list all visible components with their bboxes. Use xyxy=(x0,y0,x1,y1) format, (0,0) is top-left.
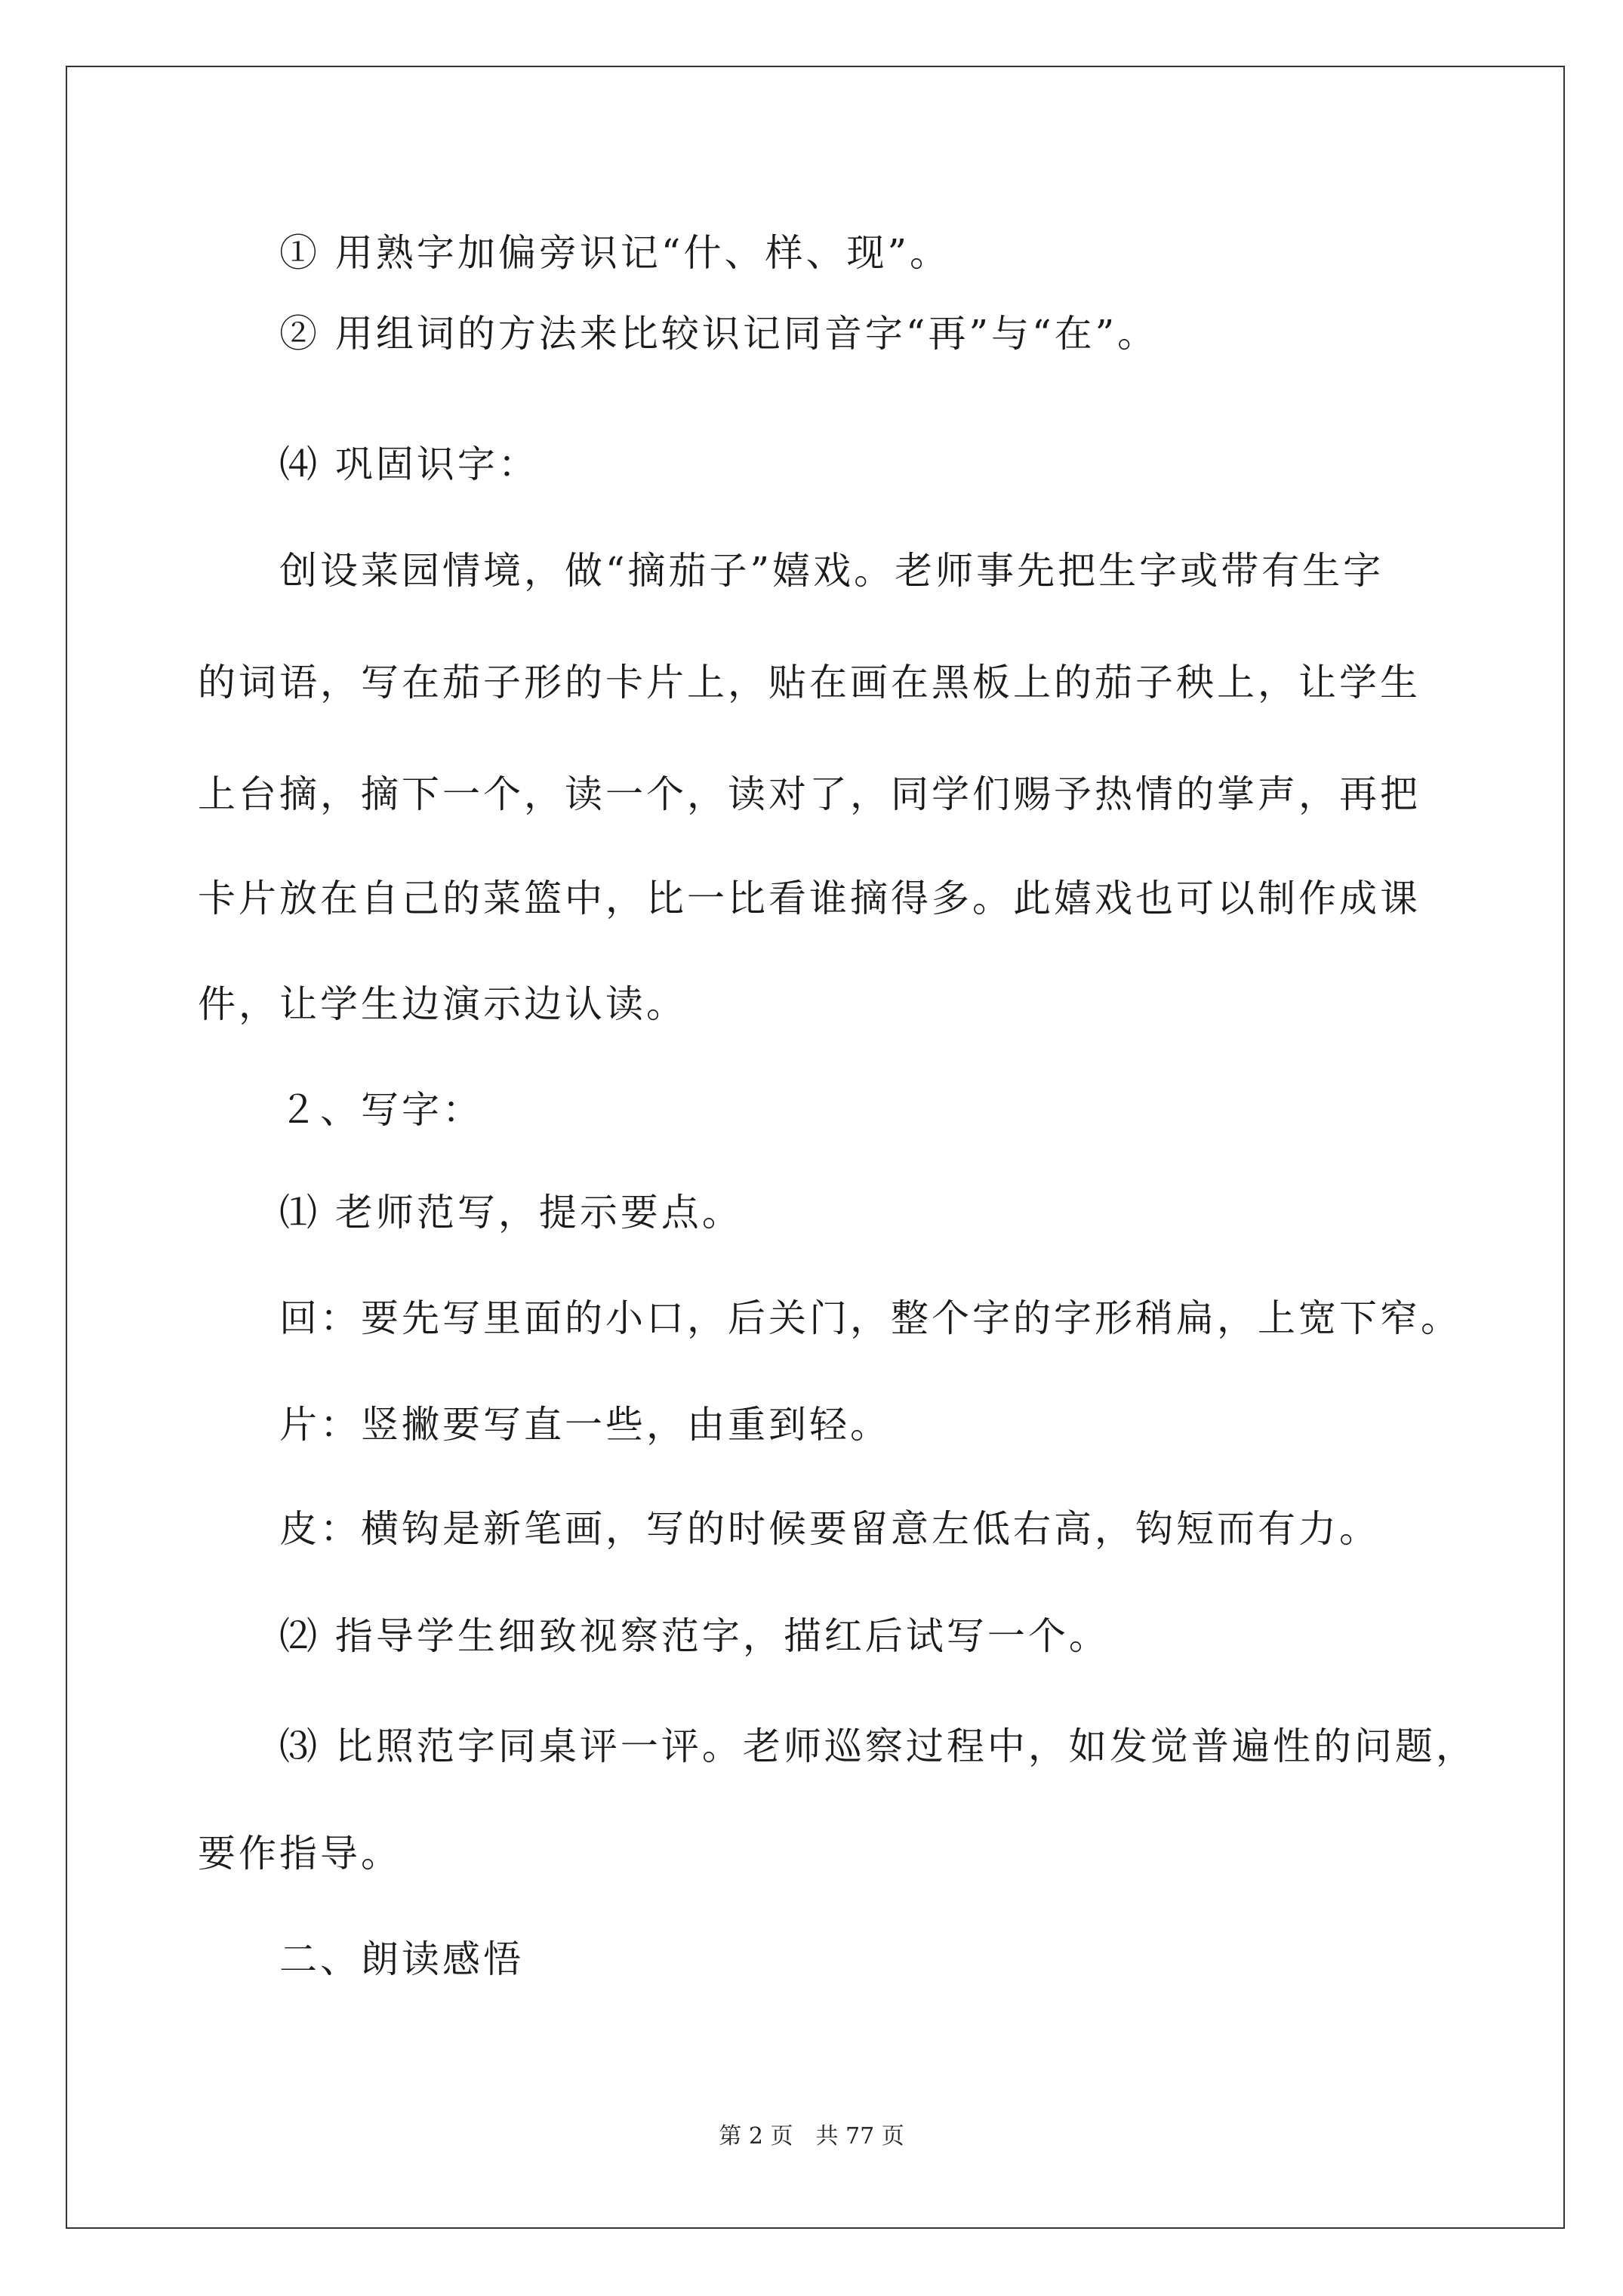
paragraph-line: 片：竖撇要写直一些，由重到轻。 xyxy=(279,1403,891,1447)
paragraph-line: 件，让学生边演示边认读。 xyxy=(198,982,687,1026)
paragraph-line: ② 用组词的方法来比较识记同音字“再”与“在”。 xyxy=(279,312,1159,356)
paragraph-line: 创设菜园情境，做“摘茄子”嬉戏。老师事先把生字或带有生字 xyxy=(279,549,1384,593)
page-footer: 第 2 页 共 77 页 xyxy=(719,2123,904,2150)
paragraph-line: 回：要先写里面的小口，后关门，整个字的字形稍扁，上宽下窄。 xyxy=(279,1296,1461,1340)
paragraph-line: ⑷ 巩固识字： xyxy=(279,442,539,486)
paragraph-line: ① 用熟字加偏旁识记“什、样、现”。 xyxy=(279,231,951,275)
paragraph-line: ⑶ 比照范字同桌评一评。老师巡察过程中，如发觉普遍性的问题， xyxy=(279,1724,1477,1768)
paragraph-line: 皮：横钩是新笔画，写的时候要留意左低右高，钩短而有力。 xyxy=(279,1507,1380,1551)
section-heading: ２、写字： xyxy=(279,1088,483,1132)
paragraph-line: 的词语，写在茄子形的卡片上，贴在画在黑板上的茄子秧上，让学生 xyxy=(198,661,1421,704)
paragraph-line: ⑴ 老师范写，提示要点。 xyxy=(279,1191,743,1234)
page-border xyxy=(66,66,1565,2229)
paragraph-line: 上台摘，摘下一个，读一个，读对了，同学们赐予热情的掌声，再把 xyxy=(198,772,1421,816)
paragraph-line: 卡片放在自己的菜篮中，比一比看谁摘得多。此嬉戏也可以制作成课 xyxy=(198,877,1421,920)
section-heading: 二、朗读感悟 xyxy=(279,1937,524,1981)
paragraph-line: ⑵ 指导学生细致视察范字，描红后试写一个。 xyxy=(279,1614,1110,1658)
paragraph-line: 要作指导。 xyxy=(198,1832,402,1875)
